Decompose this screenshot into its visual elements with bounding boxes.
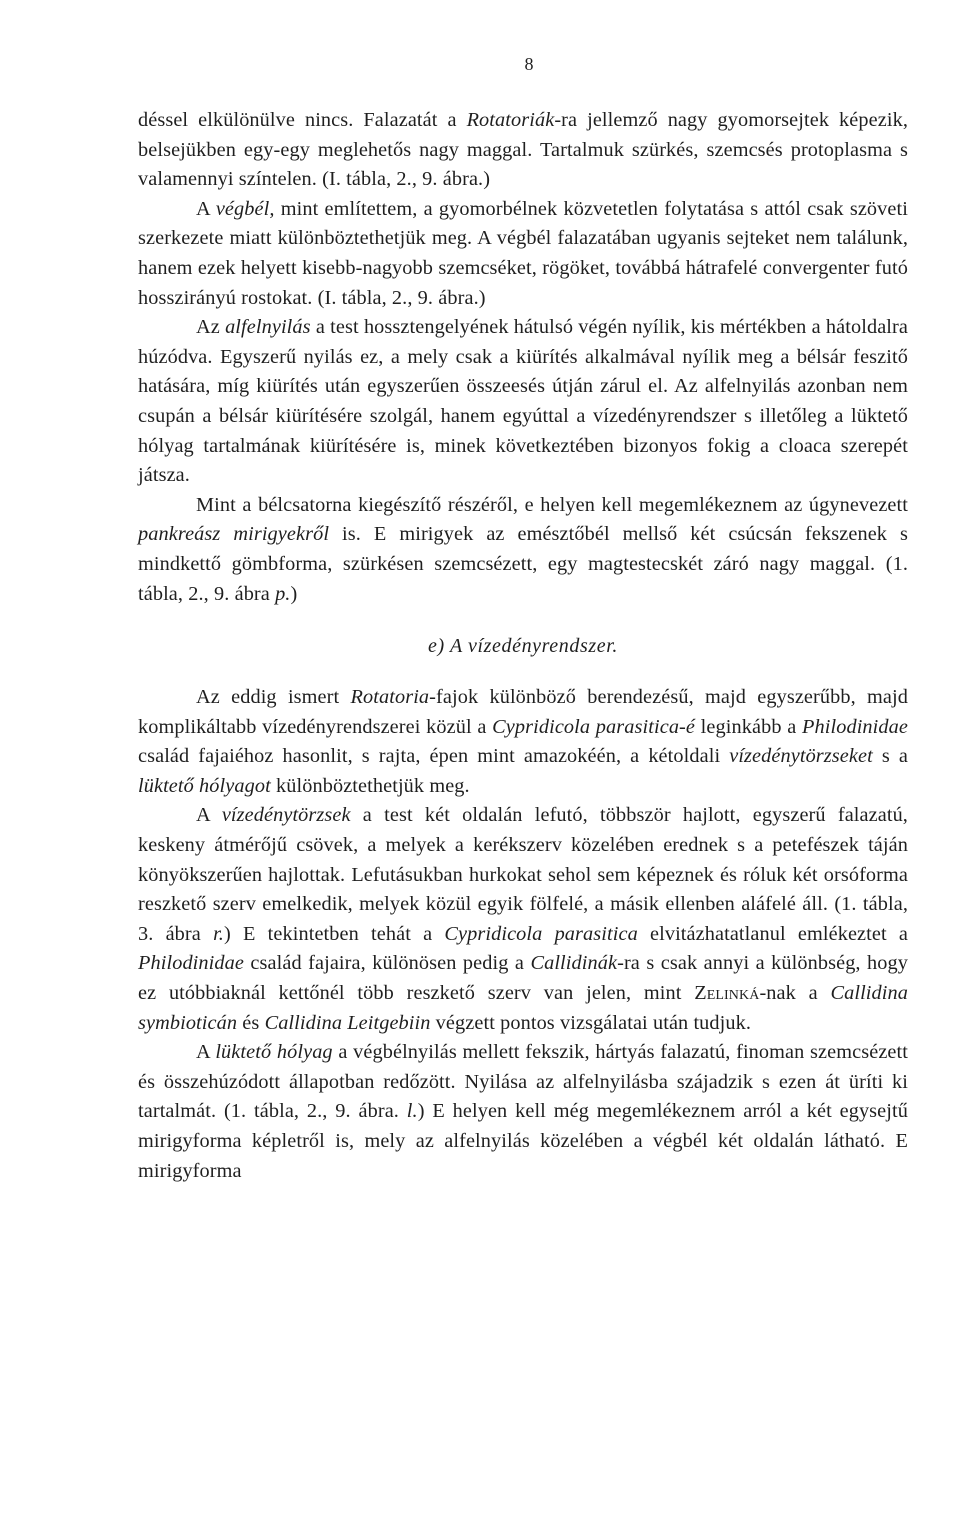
section-digestive-text [138,106,908,609]
italic-term: vízedénytörzsek [221,804,351,827]
author-name: Zelinká [694,982,760,1005]
italic-term: p. [275,582,291,605]
italic-term: Cypridicola parasitica-é [492,715,696,738]
section-heading: e) A vízedényrendszer. [427,635,618,658]
italic-term: vízedénytörzseket [729,745,873,768]
text-run: -fajok különböző berendezésű, majd egyszerűbb, majd komplikáltabb vízedényrendszerei közül a [138,686,908,738]
italic-term: végbél, [215,197,275,220]
paragraph [138,1038,908,1186]
text-run: Az eddig ismert [196,686,351,709]
text-run: Az [196,316,226,339]
body-text [138,106,908,1186]
italic-term: Philodinidae [138,952,244,975]
text-run: ) E helyen kell még megemlékeznem arról a két egysejtű mirigyforma képletről is, mely az alfelnyilás közelében a végbél két oldalán látható. E mirigyforma [138,1100,908,1182]
italic-term: l. [406,1100,418,1123]
text-run: család fajaira, különösen pedig a [243,952,531,975]
text-run: s a [872,745,908,768]
text-run: a végbélnyilás mellett fekszik, hártyás falazatú, finoman szemcsézett és összehúzódott állapotban redőzött. Nyilása az alfelnyilásba szájadzik s ezen át üríti ki tartalmát. (1. tábla, 2., 9. ábra. [138,1041,908,1123]
text-run: a test hossztengelyének hátulsó végén nyílik, kis mértékben a hátoldalra húzódva. Egyszerű nyilás ez, a mely csak a kiürítés alkalmával nyílik meg a bélsár feszitő hatására, míg kiürítés után egyszerűen összeesés útján zárul el. Az alfelnyilás azonban nem csupán a bélsár kiürítésére szolgál, hanem egyúttal a vízedényrendszer s illetőleg a lüktető hólyag tartalmának kiürítésére is, minek következtében bizonyos fokig a cloaca szerepét játsza. [138,316,908,487]
text-run: -ra s csak annyi a különbség, hogy ez utóbbiaknál kettőnél több reszkető szerv van jelen, mint [138,952,908,1005]
paragraph [138,313,908,491]
section-water-vessel-text [138,683,908,1186]
text-run: különböztethetjük meg. [270,774,470,797]
text-run: A [196,804,222,827]
text-run: Mint a bélcsatorna kiegészítő részéről, e helyen kell megemlékeznem az úgynevezett [196,493,908,516]
text-run: A [196,1041,216,1064]
italic-term: Rotatoriák [466,109,555,131]
text-run: elvitázhatatlanul emlékeztet a [637,922,908,945]
text-run: és [237,1011,265,1034]
italic-term: lüktető hólyagot [138,774,271,797]
italic-term: r. [213,922,224,945]
text-run: A [196,197,216,220]
text-run: végzett pontos vizsgálatai után tudjuk. [430,1011,752,1034]
paragraph [138,106,908,195]
italic-term: Philodinidae [802,715,908,738]
paragraph [138,801,908,1038]
text-run: család fajaiéhoz hasonlit, s rajta, épen mint amazokéén, a kétoldali [138,745,730,768]
text-run: leginkább a [695,715,803,738]
text-run: is. E mirigyek az emésztőbél mellső két csúcsán fekszenek s mindkettő gömbforma, szürkésen szemcsézett, egy magtestecskét záró nagy maggal. (1. tábla, 2., 9. ábra [138,523,908,605]
text-run: déssel elkülönülve nincs. Falazatát a [138,109,467,131]
italic-term: Callidina symbioticán [138,982,908,1034]
italic-term: Callidinák [530,952,618,975]
paragraph [138,491,908,609]
text-run: ) E tekintetben tehát a [223,922,445,945]
italic-term: pankreász mirigyekről [138,523,330,546]
paragraph [138,683,908,801]
italic-term: Callidina Leitgebiin [264,1011,431,1034]
paragraph [138,195,908,313]
italic-term: Rotatoria [350,686,430,709]
text-run: -nak a [759,982,831,1005]
text-run: mint említettem, a gyomorbélnek közvetetlen folytatása s attól csak szöveti szerkezete miatt különböztethetjük meg. A végbél falazatában ugyanis sejteket nem találunk, hanem ezek helyett kisebb-nagyobb szemcséket, rögöket, továbbá hátrafelé convergenter futó hosszirányú rostokat. (I. tábla, 2., 9. ábra.) [138,197,908,309]
italic-term: Cypridicola parasitica [444,922,638,945]
text-run: ) [290,582,298,605]
page-number: 8 [524,54,534,74]
text-run: -ra jellemző nagy gyomorsejtek képezik, belsejükben egy-egy meglehetős nagy maggal. Tartalmuk szürkés, szemcsés protoplasma s valamennyi színtelen. (I. tábla, 2., 9. ábra.) [138,109,908,191]
italic-term: lüktető hólyag [215,1041,333,1064]
text-run: a test két oldalán lefutó, többször hajlott, egyszerű falazatú, keskeny átmérőjű csövek, a melyek a kerékszerv közelében erednek s a petefészek táján könyökszerűen hajlottak. Lefutásukban hurkokat sehol sem képeznek és róluk két orsóforma reszkető szerv emelkedik, melyek közül egyik fölfelé, a másik ellenben aláfelé áll. (1. tábla, 3. ábra [138,804,908,945]
italic-term: alfelnyilás [225,316,311,339]
